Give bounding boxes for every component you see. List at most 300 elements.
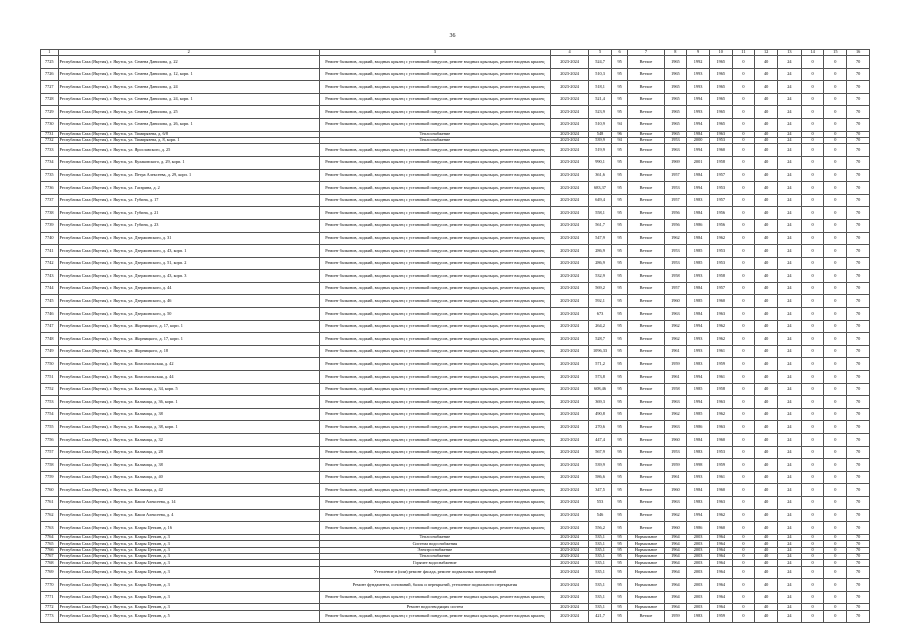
address-cell: Республика Саха (Якутия), г. Якутск, ул. Клары Цеткин, д. 3 <box>58 604 319 610</box>
work-type-cell: Ремонт балконов, лоджий, входных крылец с установкой пандусов, ремонт входных крыльцах, ремонт входных крылец <box>319 358 550 371</box>
table-cell: 1960 <box>664 434 687 447</box>
table-cell: 95 <box>611 522 628 535</box>
table-cell: 1963 <box>664 308 687 321</box>
table-cell: 0 <box>801 566 824 579</box>
table-row <box>41 182 870 195</box>
table-cell: 2023-2024 <box>550 320 588 333</box>
table-cell: 70 <box>847 446 870 459</box>
table-cell: 1993 <box>687 471 710 484</box>
table-cell: 0 <box>732 245 755 258</box>
table-cell: 95 <box>611 408 628 421</box>
address-cell: Республика Саха (Якутия), г. Якутск, ул. Каши Алексеева, д. 4 <box>58 509 319 522</box>
table-cell: 556,2 <box>589 522 612 535</box>
table-cell: 561,7 <box>589 219 612 232</box>
table-cell: 0 <box>801 484 824 497</box>
work-type-cell: Ремонт балконов, лоджий, входных крылец с установкой пандусов, ремонт входных крыльцах, ремонт входных крылец <box>319 421 550 434</box>
table-row <box>41 421 870 434</box>
table-cell: 539,9 <box>589 137 612 143</box>
table-cell: 0 <box>824 156 847 169</box>
address-cell: Республика Саха (Якутия), г. Якутск, ул. Дзержинского, д. 43, корп. 3 <box>58 270 319 283</box>
table-cell: 0 <box>801 560 824 566</box>
table-cell: 95 <box>611 93 628 106</box>
table-cell: Ветхое <box>628 81 664 94</box>
table-row <box>41 245 870 258</box>
table-cell: 347,5 <box>589 484 612 497</box>
address-cell: Республика Саха (Якутия), г. Якутск, ул. Семена Данилова, д. 24, корп. 1 <box>58 93 319 106</box>
table-cell: 2023-2024 <box>550 553 588 559</box>
table-cell: 0 <box>801 295 824 308</box>
table-cell: 70 <box>847 56 870 69</box>
table-cell: 2023-2024 <box>550 421 588 434</box>
table-cell: 0 <box>801 522 824 535</box>
table-cell: 447,4 <box>589 434 612 447</box>
table-cell: 1959 <box>709 459 732 472</box>
table-cell: 2003 <box>687 591 710 604</box>
table-cell: Ветхое <box>628 484 664 497</box>
table-row <box>41 333 870 346</box>
table-cell: 2023-2024 <box>550 496 588 509</box>
address-cell: Республика Саха (Якутия), г. Якутск, ул. Дзержинского, д. 44 <box>58 282 319 295</box>
table-cell: 1961 <box>709 345 732 358</box>
table-cell: 0 <box>801 257 824 270</box>
table-cell: 1960 <box>709 434 732 447</box>
table-cell: 40 <box>755 68 778 81</box>
table-cell: 0 <box>801 320 824 333</box>
header-cell: 6 <box>611 50 628 56</box>
table-row <box>41 194 870 207</box>
work-type-cell: Ремонт балконов, лоджий, входных крылец с установкой пандусов, ремонт входных крыльцах, ремонт входных крылец <box>319 270 550 283</box>
row-number-cell: 7731 <box>41 131 59 137</box>
table-cell: 1965 <box>664 131 687 137</box>
table-cell: 546 <box>589 509 612 522</box>
table-cell: 1985 <box>687 245 710 258</box>
table-cell: Ветхое <box>628 182 664 195</box>
table-cell: 0 <box>801 106 824 119</box>
table-cell: 2023-2024 <box>550 333 588 346</box>
table-cell: 2023-2024 <box>550 522 588 535</box>
table-cell: 40 <box>755 232 778 245</box>
table-cell: 95 <box>611 68 628 81</box>
table-cell: 0 <box>732 156 755 169</box>
table-cell: 1964 <box>664 541 687 547</box>
table-cell: 1962 <box>709 232 732 245</box>
table-cell: 1984 <box>687 308 710 321</box>
table-cell: 0 <box>824 282 847 295</box>
table-cell: 1963 <box>664 144 687 157</box>
table-cell: 0 <box>801 446 824 459</box>
table-cell: 0 <box>824 245 847 258</box>
table-cell: 0 <box>732 194 755 207</box>
table-cell: 2023-2024 <box>550 245 588 258</box>
table-cell: 1953 <box>664 137 687 143</box>
table-cell: 40 <box>755 56 778 69</box>
row-number-cell: 7755 <box>41 421 59 434</box>
table-cell: 2023-2024 <box>550 471 588 484</box>
table-cell: 1958 <box>664 383 687 396</box>
table-cell: 524,7 <box>589 56 612 69</box>
table-cell: 0 <box>732 169 755 182</box>
table-cell: 70 <box>847 484 870 497</box>
table-cell: 586,6 <box>589 471 612 484</box>
work-type-cell: Ремонт балконов, лоджий, входных крылец с установкой пандусов, ремонт входных крыльцах, ремонт входных крылец <box>319 232 550 245</box>
table-cell: 523,9 <box>589 106 612 119</box>
row-number-cell: 7771 <box>41 591 59 604</box>
table-cell: 0 <box>824 81 847 94</box>
table-cell: 70 <box>847 118 870 131</box>
table-cell: 95 <box>611 345 628 358</box>
table-cell: Ветхое <box>628 396 664 409</box>
address-cell: Республика Саха (Якутия), г. Якутск, ул. Семена Данилова, д. 22 <box>58 56 319 69</box>
row-number-cell: 7766 <box>41 547 59 553</box>
table-cell: 70 <box>847 522 870 535</box>
table-cell: 0 <box>732 522 755 535</box>
table-cell: 649,4 <box>589 194 612 207</box>
table-cell: Ветхое <box>628 471 664 484</box>
table-cell: 1964 <box>709 566 732 579</box>
row-number-cell: 7725 <box>41 56 59 69</box>
table-cell: Ветхое <box>628 56 664 69</box>
table-cell: 0 <box>732 566 755 579</box>
table-cell: 95 <box>611 194 628 207</box>
table-cell: 1983 <box>687 194 710 207</box>
table-cell: 519,9 <box>589 144 612 157</box>
table-cell: 40 <box>755 434 778 447</box>
table-cell: 361,6 <box>589 169 612 182</box>
address-cell: Республика Саха (Якутия), г. Якутск, ул. Семена Данилова, д. 26, корп. 1 <box>58 118 319 131</box>
table-cell: 1962 <box>709 333 732 346</box>
table-cell: 1993 <box>687 270 710 283</box>
address-cell: Республика Саха (Якутия), г. Якутск, ул. Кальвица, д. 38, корп. 1 <box>58 421 319 434</box>
table-cell: 95 <box>611 308 628 321</box>
table-cell: 1965 <box>709 56 732 69</box>
table-cell: Нормальное <box>628 553 664 559</box>
table-cell: 1963 <box>664 396 687 409</box>
table-cell: 0 <box>824 560 847 566</box>
row-number-cell: 7748 <box>41 333 59 346</box>
table-cell: 0 <box>824 232 847 245</box>
address-cell: Республика Саха (Якутия), г. Якутск, ул. Клары Цеткин, д. 3 <box>58 591 319 604</box>
table-cell: Ветхое <box>628 421 664 434</box>
table-cell: Ветхое <box>628 118 664 131</box>
work-type-cell: Ремонт балконов, лоджий, входных крылец с установкой пандусов, ремонт входных крыльцах, ремонт входных крылец <box>319 459 550 472</box>
table-cell: 1953 <box>664 182 687 195</box>
table-cell: 0 <box>732 496 755 509</box>
header-cell: 5 <box>589 50 612 56</box>
table-cell: 70 <box>847 137 870 143</box>
table-cell: 2023-2024 <box>550 282 588 295</box>
row-number-cell: 7736 <box>41 182 59 195</box>
table-row <box>41 144 870 157</box>
table-cell: 70 <box>847 345 870 358</box>
table-cell: 95 <box>611 579 628 592</box>
table-cell: 1984 <box>687 484 710 497</box>
table-cell: 0 <box>824 194 847 207</box>
table-cell: 1958 <box>664 270 687 283</box>
table-cell: 1961 <box>709 371 732 384</box>
table-cell: 1960 <box>709 144 732 157</box>
table-row <box>41 345 870 358</box>
table-cell: 1957 <box>709 169 732 182</box>
header-cell: 3 <box>319 50 550 56</box>
table-row <box>41 295 870 308</box>
work-type-cell: Ремонт балконов, лоджий, входных крылец с установкой пандусов, ремонт входных крыльцах, ремонт входных крылец <box>319 194 550 207</box>
table-cell: 1959 <box>664 358 687 371</box>
address-cell: Республика Саха (Якутия), г. Якутск, ул. Кальвица, д. 32 <box>58 434 319 447</box>
row-number-cell: 7772 <box>41 604 59 610</box>
work-type-cell: Ремонт фундамента, оснований, балок и перекрытий, утепление подвального перекрытия <box>319 579 550 592</box>
table-cell: 95 <box>611 421 628 434</box>
work-type-cell: Ремонт балконов, лоджий, входных крылец с установкой пандусов, ремонт входных крыльцах, ремонт входных крылец <box>319 522 550 535</box>
table-cell: 0 <box>824 408 847 421</box>
table-cell: 1998 <box>687 459 710 472</box>
table-cell: 510,3 <box>589 68 612 81</box>
table-cell: 1957 <box>664 169 687 182</box>
table-cell: 2023-2024 <box>550 610 588 623</box>
row-number-cell: 7738 <box>41 207 59 220</box>
table-cell: 24 <box>778 484 802 497</box>
table-cell: 521,4 <box>589 93 612 106</box>
table-cell: 0 <box>824 56 847 69</box>
table-cell: 24 <box>778 68 802 81</box>
table-cell: 70 <box>847 194 870 207</box>
table-cell: 1994 <box>687 371 710 384</box>
table-cell: 0 <box>824 137 847 143</box>
table-cell: 24 <box>778 371 802 384</box>
table-cell: 0 <box>824 345 847 358</box>
table-cell: 96 <box>611 131 628 137</box>
table-cell: 70 <box>847 156 870 169</box>
table-cell: 24 <box>778 56 802 69</box>
work-type-cell: Ремонт балконов, лоджий, входных крылец с установкой пандусов, ремонт входных крыльцах, ремонт входных крылец <box>319 345 550 358</box>
table-cell: 95 <box>611 144 628 157</box>
row-number-cell: 7729 <box>41 106 59 119</box>
work-type-cell: Ремонт балконов, лоджий, входных крылец с установкой пандусов, ремонт входных крыльцах, ремонт входных крылец <box>319 320 550 333</box>
table-cell: 24 <box>778 566 802 579</box>
table-cell: 0 <box>824 522 847 535</box>
table-cell: 40 <box>755 541 778 547</box>
header-cell: 10 <box>709 50 732 56</box>
header-cell: 16 <box>847 50 870 56</box>
table-cell: 1985 <box>687 257 710 270</box>
work-type-cell: Теплоснабжение <box>319 534 550 540</box>
table-cell: 1962 <box>664 408 687 421</box>
table-cell: 0 <box>801 56 824 69</box>
address-cell: Республика Саха (Якутия), г. Якутск, ул. Дзержинского, д. 43, корп. 1 <box>58 245 319 258</box>
table-cell: 70 <box>847 560 870 566</box>
table-cell: 0 <box>824 610 847 623</box>
table-cell: 0 <box>732 383 755 396</box>
address-cell: Республика Саха (Якутия), г. Якутск, ул. Кулаковского, д. 29, корп. 1 <box>58 156 319 169</box>
address-cell: Республика Саха (Якутия), г. Якутск, ул. Клары Цеткин, д. 3 <box>58 560 319 566</box>
table-cell: 2023-2024 <box>550 144 588 157</box>
table-cell: 0 <box>732 144 755 157</box>
table-cell: 0 <box>801 81 824 94</box>
table-cell: 24 <box>778 560 802 566</box>
table-cell: Нормальное <box>628 566 664 579</box>
row-number-cell: 7734 <box>41 156 59 169</box>
table-cell: 0 <box>732 282 755 295</box>
address-cell: Республика Саха (Якутия), г. Якутск, ул. Петра Алексеева, д. 29, корп. 1 <box>58 169 319 182</box>
row-number-cell: 7732 <box>41 137 59 143</box>
table-cell: 95 <box>611 81 628 94</box>
table-cell: 1965 <box>664 93 687 106</box>
table-cell: 1965 <box>664 81 687 94</box>
table-cell: 0 <box>801 131 824 137</box>
table-cell: 0 <box>824 434 847 447</box>
table-cell: 24 <box>778 308 802 321</box>
table-cell: 24 <box>778 459 802 472</box>
table-cell: 0 <box>801 345 824 358</box>
table-cell: 0 <box>732 207 755 220</box>
table-cell: 1957 <box>709 282 732 295</box>
table-cell: 1983 <box>687 610 710 623</box>
table-cell: Нормальное <box>628 534 664 540</box>
table-cell: 573,8 <box>589 371 612 384</box>
table-row <box>41 320 870 333</box>
table-cell: 2023-2024 <box>550 541 588 547</box>
table-cell: 95 <box>611 396 628 409</box>
table-cell: 70 <box>847 604 870 610</box>
row-number-cell: 7753 <box>41 396 59 409</box>
table-cell: 0 <box>801 383 824 396</box>
table-cell: 40 <box>755 459 778 472</box>
table-cell: 1963 <box>709 131 732 137</box>
table-cell: 1984 <box>687 207 710 220</box>
table-cell: 1959 <box>709 358 732 371</box>
table-cell: 2023-2024 <box>550 257 588 270</box>
table-row <box>41 396 870 409</box>
table-cell: 0 <box>824 534 847 540</box>
table-cell: 0 <box>824 484 847 497</box>
table-cell: 0 <box>801 219 824 232</box>
table-cell: 1994 <box>687 144 710 157</box>
table-cell: 1985 <box>687 408 710 421</box>
work-type-cell: Ремонт балконов, лоджий, входных крылец с установкой пандусов, ремонт входных крыльцах, ремонт входных крылец <box>319 484 550 497</box>
table-cell: 2003 <box>687 566 710 579</box>
table-cell: Нормальное <box>628 579 664 592</box>
table-cell: 40 <box>755 534 778 540</box>
table-cell: 0 <box>801 534 824 540</box>
row-number-cell: 7765 <box>41 541 59 547</box>
table-cell: 24 <box>778 137 802 143</box>
table-cell: 70 <box>847 219 870 232</box>
table-cell: 95 <box>611 169 628 182</box>
table-cell: Ветхое <box>628 257 664 270</box>
table-cell: 2023-2024 <box>550 156 588 169</box>
table-cell: 369,3 <box>589 396 612 409</box>
table-cell: 24 <box>778 232 802 245</box>
table-cell: 24 <box>778 81 802 94</box>
table-cell: 1962 <box>664 333 687 346</box>
table-cell: Ветхое <box>628 345 664 358</box>
table-cell: 1965 <box>664 68 687 81</box>
table-cell: 0 <box>732 446 755 459</box>
table-cell: 24 <box>778 610 802 623</box>
table-cell: 2003 <box>687 534 710 540</box>
table-cell: 95 <box>611 541 628 547</box>
table-cell: 1964 <box>664 579 687 592</box>
table-row <box>41 579 870 592</box>
table-cell: 2003 <box>687 553 710 559</box>
table-cell: 532,9 <box>589 270 612 283</box>
address-cell: Республика Саха (Якутия), г. Якутск, ул. Кальвица, д. 40 <box>58 471 319 484</box>
table-cell: 0 <box>732 232 755 245</box>
work-type-cell: Ремонт балконов, лоджий, входных крылец с установкой пандусов, ремонт входных крыльцах, ремонт входных крылец <box>319 207 550 220</box>
table-cell: 94 <box>611 118 628 131</box>
work-type-cell: Ремонт водоотводящих систем <box>319 604 550 610</box>
table-cell: Ветхое <box>628 371 664 384</box>
table-cell: 95 <box>611 282 628 295</box>
table-cell: 70 <box>847 547 870 553</box>
table-cell: 2023-2024 <box>550 207 588 220</box>
table-cell: 1986 <box>687 421 710 434</box>
row-number-cell: 7758 <box>41 459 59 472</box>
table-row <box>41 93 870 106</box>
table-cell: 1961 <box>664 345 687 358</box>
address-cell: Республика Саха (Якутия), г. Якутск, ул. Семена Данилова, д. 12, корп. 1 <box>58 68 319 81</box>
table-cell: Нормальное <box>628 547 664 553</box>
table-cell: 0 <box>801 118 824 131</box>
table-cell: 95 <box>611 383 628 396</box>
table-cell: 40 <box>755 560 778 566</box>
table-cell: 0 <box>732 257 755 270</box>
table-cell: 70 <box>847 591 870 604</box>
row-number-cell: 7769 <box>41 566 59 579</box>
table-cell: 2023-2024 <box>550 446 588 459</box>
row-number-cell: 7761 <box>41 496 59 509</box>
address-cell: Республика Саха (Якутия), г. Якутск, ул. Клары Цеткин, д. 3 <box>58 547 319 553</box>
table-cell: 95 <box>611 610 628 623</box>
address-cell: Республика Саха (Якутия), г. Якутск, ул. Кальвица, д. 38 <box>58 408 319 421</box>
table-cell: 1969 <box>664 156 687 169</box>
table-cell: 0 <box>732 579 755 592</box>
table-cell: 0 <box>732 560 755 566</box>
table-cell: 0 <box>801 396 824 409</box>
table-cell: 40 <box>755 604 778 610</box>
table-cell: 95 <box>611 534 628 540</box>
table-row <box>41 566 870 579</box>
table-cell: 1953 <box>709 182 732 195</box>
table-cell: 0 <box>824 295 847 308</box>
table-cell: 40 <box>755 446 778 459</box>
address-cell: Республика Саха (Якутия), г. Якутск, ул. Жорницкого, д. 17, корп. 1 <box>58 333 319 346</box>
table-cell: 1965 <box>709 118 732 131</box>
table-cell: 0 <box>732 434 755 447</box>
table-cell: 1958 <box>709 156 732 169</box>
table-cell: 0 <box>824 219 847 232</box>
row-number-cell: 7762 <box>41 509 59 522</box>
table-cell: 1964 <box>664 591 687 604</box>
table-cell: 95 <box>611 553 628 559</box>
table-cell: 608,46 <box>589 383 612 396</box>
row-number-cell: 7764 <box>41 534 59 540</box>
table-cell: 2023-2024 <box>550 219 588 232</box>
table-cell: 421,7 <box>589 610 612 623</box>
table-cell: 1961 <box>709 471 732 484</box>
row-number-cell: 7744 <box>41 282 59 295</box>
table-cell: Ветхое <box>628 144 664 157</box>
table-cell: 70 <box>847 421 870 434</box>
table-cell: Ветхое <box>628 383 664 396</box>
work-type-cell: Ремонт балконов, лоджий, входных крылец с установкой пандусов, ремонт входных крыльцах, ремонт входных крылец <box>319 471 550 484</box>
header-cell: 1 <box>41 50 59 56</box>
table-cell: 1992 <box>687 56 710 69</box>
table-cell: 1965 <box>709 93 732 106</box>
row-number-cell: 7759 <box>41 471 59 484</box>
table-cell: 1957 <box>664 282 687 295</box>
table-cell: 2023-2024 <box>550 566 588 579</box>
table-cell: 40 <box>755 219 778 232</box>
